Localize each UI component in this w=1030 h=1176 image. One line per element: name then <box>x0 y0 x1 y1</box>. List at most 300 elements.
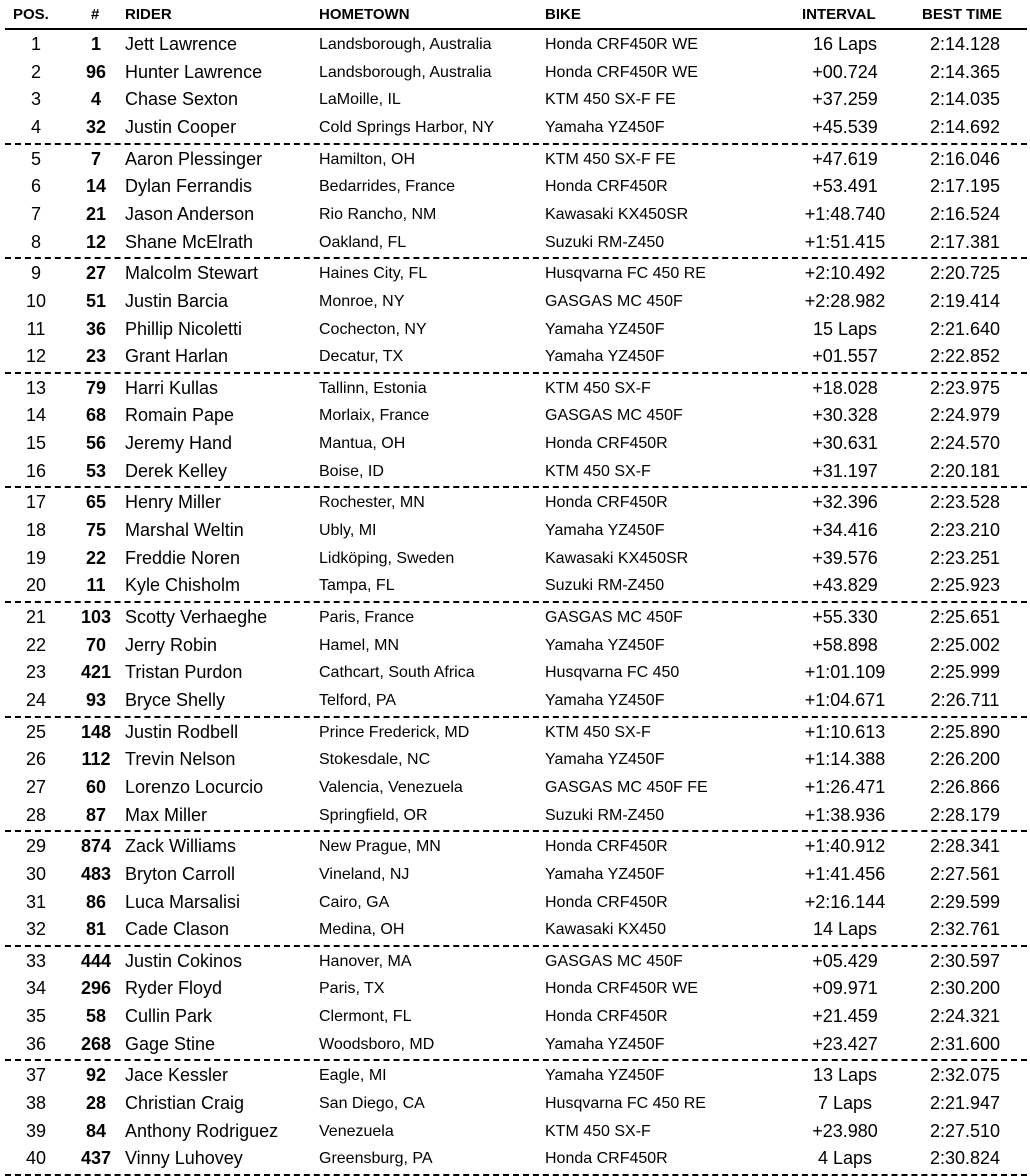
position-cell: 10 <box>25 290 47 311</box>
table-row <box>0 1062 1030 1089</box>
position-cell: 8 <box>30 231 41 252</box>
rider-cell: Jett Lawrence <box>125 34 238 54</box>
interval-cell: +01.557 <box>812 346 878 367</box>
group-divider <box>5 830 1027 832</box>
hometown-cell: Cairo, GA <box>319 893 390 911</box>
hometown-cell: Monroe, NY <box>319 292 405 310</box>
bike-cell: KTM 450 SX-F <box>545 723 651 741</box>
bike-cell: Honda CRF450R WE <box>545 36 698 53</box>
interval-cell: +1:01.109 <box>804 662 886 683</box>
bike-cell: Yamaha YZ450F <box>545 636 665 654</box>
rider-cell: Bryce Shelly <box>125 689 226 710</box>
table-row <box>0 916 1030 943</box>
interval-cell: 15 Laps <box>812 318 878 339</box>
rider-cell: Cullin Park <box>125 1006 213 1027</box>
table-row <box>0 489 1030 516</box>
table-row <box>0 1118 1030 1145</box>
hometown-cell: Mantua, OH <box>319 435 406 453</box>
group-divider <box>5 601 1027 603</box>
position-cell: 26 <box>25 749 47 770</box>
bike-cell: Yamaha YZ450F <box>545 348 665 366</box>
table-row <box>0 402 1030 429</box>
rider-cell: Grant Harlan <box>125 346 229 367</box>
best-time-cell: 2:29.599 <box>929 891 1001 912</box>
position-cell: 11 <box>26 318 46 339</box>
table-row <box>0 975 1030 1002</box>
rider-cell: Gage Stine <box>125 1033 216 1054</box>
rider-cell: Aaron Plessinger <box>125 148 263 169</box>
hometown-cell: Rio Rancho, NM <box>319 205 437 223</box>
group-divider <box>5 143 1027 145</box>
table-row <box>0 1145 1030 1172</box>
bike-cell: Husqvarna FC 450 <box>545 664 680 682</box>
table-row <box>0 833 1030 860</box>
best-time-cell: 2:32.075 <box>929 1065 1001 1086</box>
interval-cell: +31.197 <box>812 460 878 481</box>
bike-cell: Honda CRF450R WE <box>545 980 698 998</box>
header-divider <box>5 28 1027 30</box>
number-cell: 27 <box>85 263 107 284</box>
number-cell: 28 <box>85 1093 107 1113</box>
interval-cell: +30.328 <box>812 405 878 426</box>
hometown-cell: Morlaix, France <box>319 407 430 425</box>
best-time-cell: 2:27.510 <box>929 1120 1001 1141</box>
best-time-cell: 2:27.561 <box>929 863 1001 884</box>
bike-cell: Honda CRF450R <box>545 1150 668 1168</box>
number-cell: 58 <box>85 1006 107 1027</box>
bike-cell: Suzuki RM-Z450 <box>545 233 665 251</box>
bike-cell: Honda CRF450R <box>545 1008 668 1026</box>
hometown-cell: Cochecton, NY <box>319 320 427 338</box>
best-time-cell: 2:25.651 <box>929 607 1001 627</box>
best-time-cell: 2:31.600 <box>929 1033 1001 1054</box>
number-cell: 60 <box>85 776 107 797</box>
position-cell: 30 <box>25 863 47 884</box>
interval-cell: +37.259 <box>812 89 878 110</box>
rider-cell: Romain Pape <box>125 405 235 426</box>
best-time-cell: 2:26.200 <box>929 749 1001 770</box>
table-row <box>0 861 1030 888</box>
position-cell: 25 <box>25 721 47 742</box>
best-time-cell: 2:22.852 <box>929 346 1001 367</box>
best-time-cell: 2:25.890 <box>929 721 1001 742</box>
hometown-cell: Valencia, Venezuela <box>319 778 463 796</box>
interval-cell: +43.829 <box>812 575 878 596</box>
bike-cell: GASGAS MC 450F <box>545 407 683 425</box>
best-time-cell: 2:26.866 <box>929 776 1001 797</box>
best-time-cell: 2:30.597 <box>929 950 1001 971</box>
bike-cell: Suzuki RM-Z450 <box>545 806 665 824</box>
best-time-cell: 2:17.195 <box>929 176 1001 197</box>
number-cell: 81 <box>85 919 107 940</box>
interval-cell: +2:28.982 <box>804 290 886 311</box>
bike-cell: Yamaha YZ450F <box>545 522 665 539</box>
position-cell: 29 <box>25 836 47 857</box>
table-row <box>0 802 1030 829</box>
hometown-cell: Decatur, TX <box>319 348 404 366</box>
table-row <box>0 86 1030 113</box>
interval-cell: +1:26.471 <box>804 776 886 797</box>
bike-cell: Husqvarna FC 450 RE <box>545 1095 706 1112</box>
table-row <box>0 260 1030 287</box>
number-cell: 70 <box>85 634 107 655</box>
header-interval: INTERVAL <box>802 6 876 23</box>
hometown-cell: Hanover, MA <box>319 952 412 970</box>
table-row <box>0 173 1030 200</box>
table-row <box>0 687 1030 714</box>
number-cell: 84 <box>85 1120 107 1141</box>
position-cell: 37 <box>25 1065 47 1086</box>
best-time-cell: 2:28.341 <box>929 836 1001 857</box>
interval-cell: +00.724 <box>812 61 878 82</box>
rider-cell: Bryton Carroll <box>125 863 236 884</box>
position-cell: 2 <box>30 61 41 82</box>
interval-cell: 7 Laps <box>817 1093 873 1113</box>
rider-cell: Dylan Ferrandis <box>125 176 253 197</box>
bike-cell: Kawasaki KX450SR <box>545 549 689 567</box>
position-cell: 27 <box>25 776 47 797</box>
best-time-cell: 2:14.365 <box>929 61 1001 82</box>
rider-cell: Trevin Nelson <box>125 749 236 770</box>
best-time-cell: 2:24.979 <box>929 405 1001 426</box>
hometown-cell: Paris, France <box>319 609 415 626</box>
number-cell: 51 <box>85 290 107 311</box>
hometown-cell: Bedarrides, France <box>319 178 456 196</box>
bike-cell: KTM 450 SX-F <box>545 462 651 480</box>
number-cell: 65 <box>85 492 107 513</box>
best-time-cell: 2:14.035 <box>929 89 1001 110</box>
best-time-cell: 2:24.570 <box>929 433 1001 454</box>
best-time-cell: 2:20.725 <box>929 263 1001 284</box>
hometown-cell: San Diego, CA <box>319 1095 425 1112</box>
position-cell: 4 <box>30 116 41 137</box>
interval-cell: +47.619 <box>812 148 878 169</box>
rider-cell: Christian Craig <box>125 1093 245 1113</box>
best-time-cell: 2:23.251 <box>929 547 1001 568</box>
hometown-cell: Cold Springs Harbor, NY <box>319 118 495 136</box>
position-cell: 36 <box>25 1033 47 1054</box>
interval-cell: +09.971 <box>812 978 878 999</box>
hometown-cell: Oakland, FL <box>319 233 407 251</box>
table-row <box>0 114 1030 141</box>
table-row <box>0 659 1030 686</box>
header-best-time: BEST TIME <box>922 6 1003 23</box>
rider-cell: Jason Anderson <box>125 203 255 224</box>
position-cell: 32 <box>25 919 47 940</box>
number-cell: 68 <box>85 405 107 426</box>
bike-cell: Yamaha YZ450F <box>545 1067 665 1085</box>
best-time-cell: 2:16.046 <box>929 148 1001 169</box>
rider-cell: Vinny Luhovey <box>125 1148 243 1169</box>
number-cell: 86 <box>85 891 107 912</box>
interval-cell: +1:04.671 <box>804 689 886 710</box>
group-divider <box>5 945 1027 947</box>
interval-cell: +23.427 <box>812 1033 878 1054</box>
number-cell: 4 <box>90 89 101 110</box>
bike-cell: Yamaha YZ450F <box>545 865 665 883</box>
position-cell: 14 <box>25 405 47 426</box>
position-cell: 21 <box>25 607 47 627</box>
table-row <box>0 343 1030 370</box>
number-cell: 93 <box>85 689 107 710</box>
number-cell: 483 <box>80 863 112 884</box>
interval-cell: +30.631 <box>812 433 878 454</box>
interval-cell: 16 Laps <box>812 34 878 54</box>
bike-cell: Kawasaki KX450 <box>545 921 666 939</box>
interval-cell: +55.330 <box>812 607 878 627</box>
rider-cell: Justin Barcia <box>125 290 229 311</box>
position-cell: 9 <box>30 263 41 284</box>
hometown-cell: Medina, OH <box>319 921 405 939</box>
rider-cell: Shane McElrath <box>125 231 254 252</box>
position-cell: 39 <box>25 1120 47 1141</box>
hometown-cell: Boise, ID <box>319 462 384 480</box>
hometown-cell: Venezuela <box>319 1122 394 1140</box>
hometown-cell: Lidköping, Sweden <box>319 549 455 567</box>
group-divider <box>5 257 1027 259</box>
best-time-cell: 2:30.824 <box>929 1148 1001 1169</box>
rider-cell: Marshal Weltin <box>125 520 244 540</box>
number-cell: 12 <box>85 231 107 252</box>
bike-cell: Honda CRF450R <box>545 494 668 512</box>
number-cell: 23 <box>85 346 107 367</box>
position-cell: 33 <box>25 950 47 971</box>
position-cell: 5 <box>30 148 41 169</box>
position-cell: 28 <box>25 804 47 825</box>
rider-cell: Anthony Rodriguez <box>125 1120 279 1141</box>
position-cell: 35 <box>25 1006 47 1027</box>
hometown-cell: Springfield, OR <box>319 806 428 824</box>
rider-cell: Scotty Verhaeghe <box>125 607 268 627</box>
rider-cell: Zack Williams <box>125 836 236 857</box>
interval-cell: +39.576 <box>812 547 878 568</box>
table-row <box>0 1031 1030 1058</box>
header-pos: POS. <box>13 6 49 23</box>
hometown-cell: Eagle, MI <box>319 1067 387 1085</box>
table-row <box>0 31 1030 58</box>
rider-cell: Luca Marsalisi <box>125 891 241 912</box>
rider-cell: Jace Kessler <box>125 1065 229 1086</box>
number-cell: 96 <box>85 61 107 82</box>
best-time-cell: 2:14.128 <box>929 34 1001 54</box>
hometown-cell: Stokesdale, NC <box>319 751 431 769</box>
interval-cell: +34.416 <box>812 520 878 540</box>
header-hometown: HOMETOWN <box>319 6 410 23</box>
best-time-cell: 2:23.210 <box>929 520 1001 540</box>
table-row <box>0 1003 1030 1030</box>
rider-cell: Cade Clason <box>125 919 230 940</box>
table-row <box>0 1090 1030 1117</box>
hometown-cell: Haines City, FL <box>319 265 428 283</box>
hometown-cell: Tampa, FL <box>319 577 395 595</box>
rider-cell: Tristan Purdon <box>125 662 243 683</box>
table-row <box>0 375 1030 402</box>
header-rider: RIDER <box>125 6 172 23</box>
rider-cell: Kyle Chisholm <box>125 575 241 596</box>
table-row <box>0 604 1030 631</box>
bike-cell: Yamaha YZ450F <box>545 320 665 338</box>
table-row <box>0 201 1030 228</box>
rider-cell: Max Miller <box>125 804 208 825</box>
best-time-cell: 2:23.975 <box>929 377 1001 398</box>
table-row <box>0 517 1030 544</box>
number-cell: 7 <box>90 148 101 169</box>
best-time-cell: 2:26.711 <box>930 689 1000 710</box>
number-cell: 21 <box>85 203 107 224</box>
best-time-cell: 2:25.002 <box>929 634 1001 655</box>
interval-cell: 14 Laps <box>812 919 878 940</box>
hometown-cell: Landsborough, Australia <box>319 36 492 53</box>
number-cell: 112 <box>81 749 111 770</box>
best-time-cell: 2:16.524 <box>929 203 1001 224</box>
position-cell: 18 <box>25 520 47 540</box>
header-number: # <box>91 6 100 23</box>
hometown-cell: Clermont, FL <box>319 1008 412 1026</box>
hometown-cell: Cathcart, South Africa <box>319 664 475 682</box>
bike-cell: KTM 450 SX-F FE <box>545 91 676 109</box>
hometown-cell: Greensburg, PA <box>319 1150 433 1168</box>
best-time-cell: 2:17.381 <box>929 231 1001 252</box>
number-cell: 56 <box>85 433 107 454</box>
number-cell: 36 <box>85 318 107 339</box>
bike-cell: Yamaha YZ450F <box>545 1035 665 1053</box>
number-cell: 14 <box>85 176 107 197</box>
interval-cell: +23.980 <box>812 1120 878 1141</box>
rider-cell: Malcolm Stewart <box>125 263 259 284</box>
interval-cell: +45.539 <box>812 116 878 137</box>
hometown-cell: LaMoille, IL <box>319 91 401 109</box>
position-cell: 13 <box>25 377 47 398</box>
best-time-cell: 2:28.179 <box>929 804 1001 825</box>
rider-cell: Justin Rodbell <box>125 721 239 742</box>
hometown-cell: Telford, PA <box>319 691 397 709</box>
table-row <box>0 229 1030 256</box>
rider-cell: Henry Miller <box>125 492 222 513</box>
interval-cell: +32.396 <box>812 492 878 513</box>
interval-cell: +2:16.144 <box>804 891 886 912</box>
position-cell: 23 <box>25 662 47 683</box>
rider-cell: Justin Cooper <box>125 116 237 137</box>
bike-cell: KTM 450 SX-F <box>545 379 651 397</box>
position-cell: 20 <box>25 575 47 596</box>
table-row <box>0 572 1030 599</box>
bike-cell: Suzuki RM-Z450 <box>545 577 665 595</box>
number-cell: 92 <box>85 1065 107 1086</box>
best-time-cell: 2:20.181 <box>929 460 1001 481</box>
hometown-cell: Rochester, MN <box>319 494 425 512</box>
group-divider <box>5 1059 1027 1061</box>
number-cell: 148 <box>80 721 112 742</box>
interval-cell: +1:48.740 <box>804 203 886 224</box>
table-row <box>0 146 1030 173</box>
table-row <box>0 458 1030 485</box>
rider-cell: Hunter Lawrence <box>125 61 263 82</box>
number-cell: 874 <box>80 836 112 857</box>
position-cell: 38 <box>25 1093 47 1113</box>
best-time-cell: 2:21.640 <box>929 318 1001 339</box>
table-row <box>0 632 1030 659</box>
position-cell: 6 <box>30 176 41 197</box>
bike-cell: Honda CRF450R <box>545 435 668 453</box>
rider-cell: Phillip Nicoletti <box>125 318 243 339</box>
interval-cell: +05.429 <box>812 950 878 971</box>
table-row <box>0 719 1030 746</box>
position-cell: 40 <box>25 1148 47 1169</box>
bike-cell: KTM 450 SX-F <box>545 1122 651 1140</box>
rider-cell: Lorenzo Locurcio <box>125 776 264 797</box>
rider-cell: Ryder Floyd <box>125 978 223 999</box>
table-row <box>0 59 1030 86</box>
number-cell: 22 <box>85 547 107 568</box>
bike-cell: Yamaha YZ450F <box>545 118 665 136</box>
hometown-cell: Prince Frederick, MD <box>319 723 470 741</box>
bike-cell: Husqvarna FC 450 RE <box>545 265 706 283</box>
interval-cell: +1:38.936 <box>804 804 886 825</box>
rider-cell: Justin Cokinos <box>125 950 243 971</box>
interval-cell: +1:51.415 <box>804 231 886 252</box>
bike-cell: GASGAS MC 450F <box>545 952 683 970</box>
best-time-cell: 2:14.692 <box>929 116 1001 137</box>
interval-cell: +21.459 <box>812 1006 878 1027</box>
hometown-cell: Tallinn, Estonia <box>319 379 427 397</box>
best-time-cell: 2:25.999 <box>929 662 1001 683</box>
number-cell: 32 <box>85 116 107 137</box>
bike-cell: Honda CRF450R <box>545 178 668 196</box>
table-row <box>0 430 1030 457</box>
interval-cell: +18.028 <box>812 377 878 398</box>
group-divider <box>5 716 1027 718</box>
table-row <box>0 746 1030 773</box>
position-cell: 15 <box>25 433 47 454</box>
number-cell: 1 <box>90 34 101 54</box>
bike-cell: KTM 450 SX-F FE <box>545 150 676 168</box>
best-time-cell: 2:23.528 <box>929 492 1001 513</box>
table-row <box>0 948 1030 975</box>
position-cell: 1 <box>30 34 41 54</box>
bike-cell: GASGAS MC 450F <box>545 609 683 626</box>
rider-cell: Jeremy Hand <box>125 433 233 454</box>
position-cell: 7 <box>30 203 41 224</box>
number-cell: 53 <box>85 460 107 481</box>
interval-cell: +58.898 <box>812 634 878 655</box>
best-time-cell: 2:32.761 <box>929 919 1001 940</box>
number-cell: 437 <box>80 1148 112 1169</box>
number-cell: 296 <box>80 978 112 999</box>
table-row <box>0 889 1030 916</box>
position-cell: 12 <box>25 346 47 367</box>
number-cell: 11 <box>86 575 106 596</box>
hometown-cell: Woodsboro, MD <box>319 1035 435 1053</box>
number-cell: 75 <box>85 520 107 540</box>
bike-cell: Yamaha YZ450F <box>545 751 665 769</box>
header-bike: BIKE <box>545 6 581 23</box>
interval-cell: 4 Laps <box>817 1148 873 1169</box>
bike-cell: Yamaha YZ450F <box>545 691 665 709</box>
rider-cell: Jerry Robin <box>125 634 218 655</box>
bike-cell: Honda CRF450R WE <box>545 63 698 81</box>
best-time-cell: 2:19.414 <box>929 290 1001 311</box>
position-cell: 17 <box>25 492 47 513</box>
hometown-cell: Paris, TX <box>319 980 385 998</box>
position-cell: 22 <box>25 634 47 655</box>
group-divider <box>5 372 1027 374</box>
table-row <box>0 316 1030 343</box>
best-time-cell: 2:21.947 <box>929 1093 1001 1113</box>
hometown-cell: New Prague, MN <box>319 838 441 856</box>
interval-cell: +2:10.492 <box>804 263 886 284</box>
table-row <box>0 774 1030 801</box>
interval-cell: +53.491 <box>812 176 878 197</box>
